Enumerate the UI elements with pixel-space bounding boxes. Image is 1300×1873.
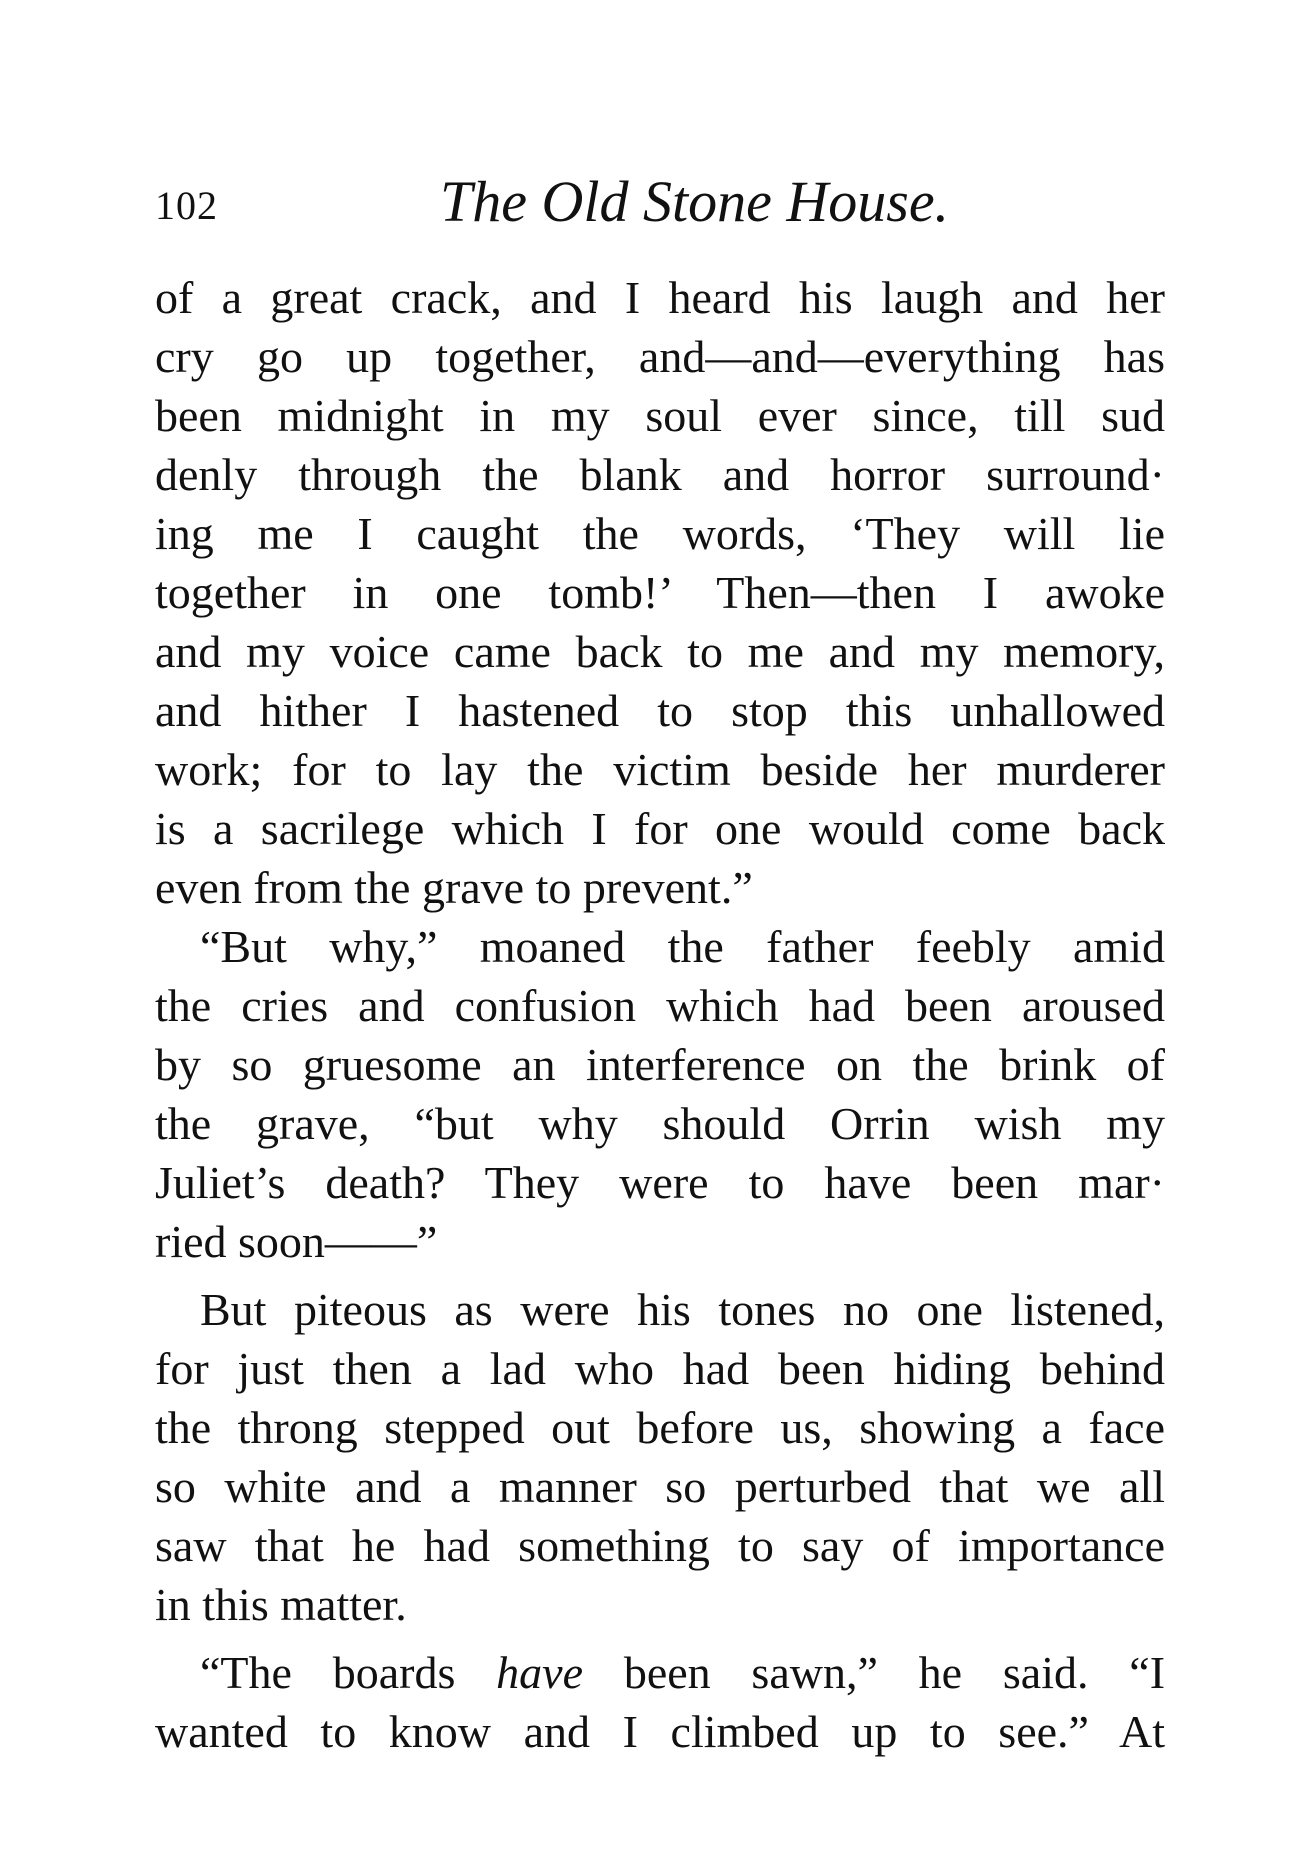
emphasized-word: have: [496, 1647, 584, 1698]
text-line-with-emphasis: [155, 1643, 1165, 1702]
text-line: even from the grave to prevent.”: [155, 862, 753, 913]
text-line: the throng stepped out before us, showing a face: [155, 1402, 1165, 1453]
text-line: ing me I caught the words, ‘They will lie: [155, 508, 1165, 559]
page-number: 102: [155, 183, 218, 228]
text-line: so white and a manner so perturbed that we all: [155, 1461, 1165, 1512]
text-line: of a great crack, and I heard his laugh and her: [155, 272, 1165, 323]
page-header: [155, 168, 1165, 238]
text-line: for just then a lad who had been hiding behind: [155, 1343, 1165, 1394]
text-line: is a sacrilege which I for one would come back: [155, 803, 1165, 854]
text-line: Juliet’s death? They were to have been mar·: [155, 1157, 1165, 1208]
text-line: in this matter.: [155, 1579, 407, 1630]
text-fragment: been sawn,” he said. “I: [623, 1647, 1165, 1698]
text-line: the cries and confusion which had been aroused: [155, 980, 1165, 1031]
text-line: by so gruesome an interference on the brink of: [155, 1039, 1165, 1090]
text-line: together in one tomb!’ Then—then I awoke: [155, 567, 1165, 618]
text-line: and my voice came back to me and my memory,: [155, 626, 1165, 677]
text-line: But piteous as were his tones no one listened,: [200, 1284, 1165, 1335]
text-line: been midnight in my soul ever since, till sud: [155, 390, 1165, 441]
text-line: saw that he had something to say of importance: [155, 1520, 1165, 1571]
body-text: [155, 268, 1165, 1761]
text-fragment: “The boards: [200, 1647, 456, 1698]
text-line: work; for to lay the victim beside her murderer: [155, 744, 1165, 795]
text-line: cry go up together, and—and—everything has: [155, 331, 1165, 382]
text-line: ried soon——”: [155, 1216, 438, 1267]
text-line: “But why,” moaned the father feebly amid: [200, 921, 1165, 972]
text-line: wanted to know and I climbed up to see.” At: [155, 1706, 1165, 1757]
text-line: and hither I hastened to stop this unhallowed: [155, 685, 1165, 736]
running-title: The Old Stone House.: [440, 169, 950, 234]
text-line: the grave, “but why should Orrin wish my: [155, 1098, 1165, 1149]
text-line: denly through the blank and horror surround·: [155, 449, 1165, 500]
paragraph-gap: [155, 1271, 1165, 1280]
paragraph-gap: [155, 1634, 1165, 1643]
